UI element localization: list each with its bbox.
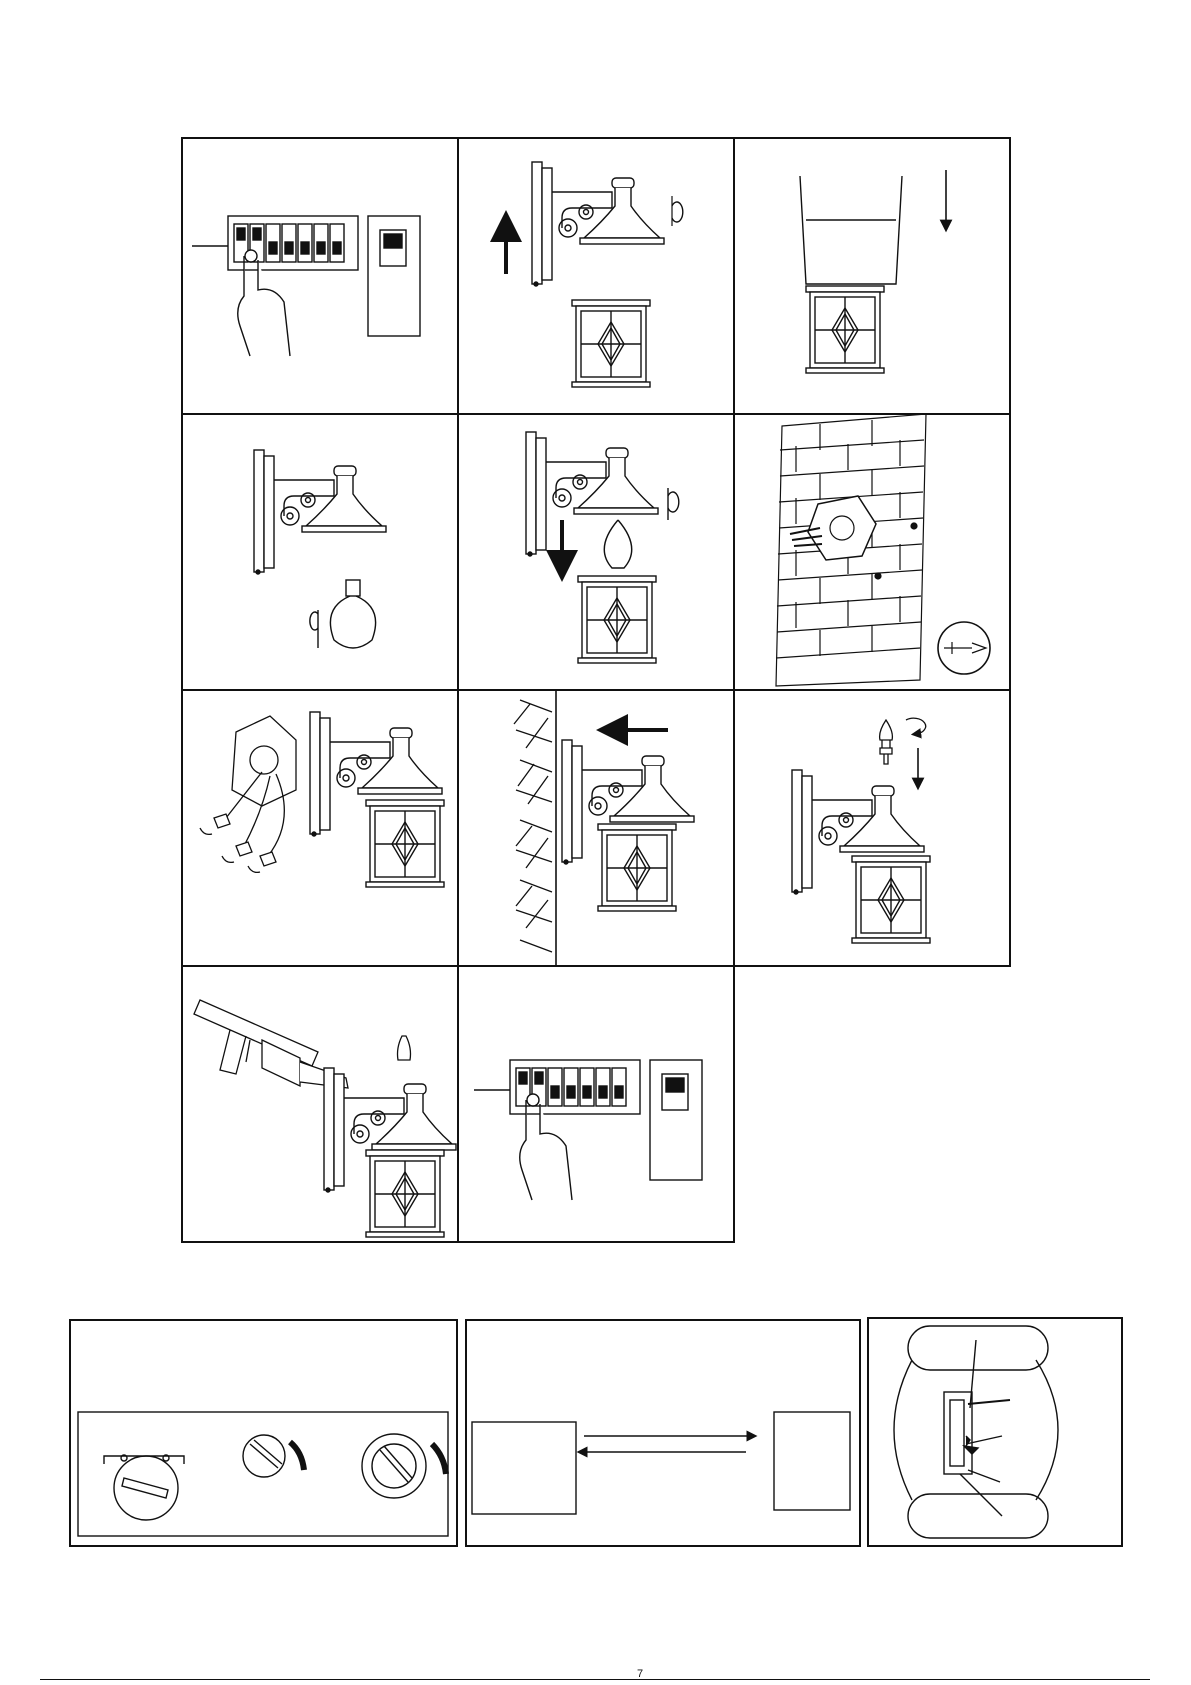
step-11-breaker-on — [474, 1060, 702, 1200]
info-panel-sensor-detail — [868, 1318, 1122, 1546]
info-panel-terminal-screws — [70, 1320, 457, 1546]
footer-rule — [40, 1679, 1150, 1680]
step-2-remove-top — [506, 162, 683, 387]
step-10-seal-caulk — [194, 1000, 456, 1237]
step-6-mount-bracket — [776, 414, 990, 686]
step-7-connect-wires — [200, 712, 444, 887]
step-5-replace-frame — [526, 432, 679, 663]
page-number: 7 — [636, 1668, 644, 1680]
step-3-insert-glass — [800, 170, 946, 373]
step-1-breaker-off — [192, 216, 420, 356]
step-8-attach-to-wall — [514, 690, 694, 966]
info-panel-two-boxes — [466, 1320, 860, 1546]
step-9-screw-finial — [792, 718, 930, 943]
step-4-insert-bulb — [254, 450, 386, 648]
